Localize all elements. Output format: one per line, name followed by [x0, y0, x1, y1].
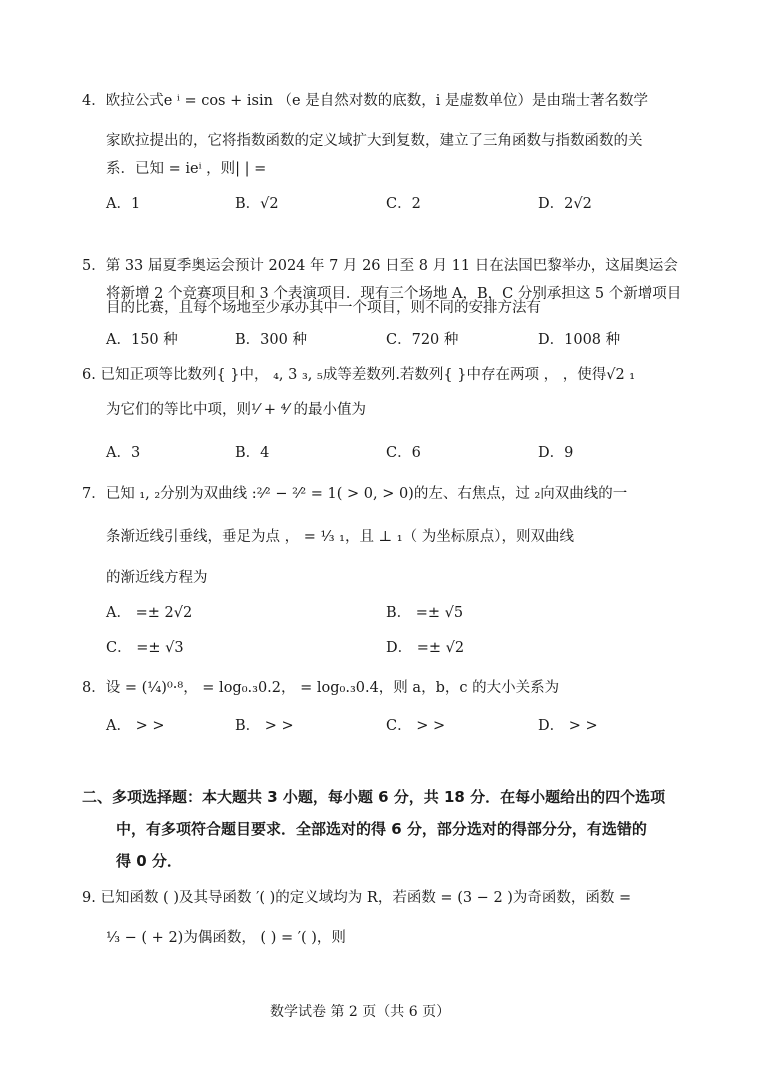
q4-line-2: 家欧拉提出的，它将指数函数的定义域扩大到复数，建立了三角函数与指数函数的关: [106, 133, 643, 149]
q8-line-1: 8．设 = (¹⁄₄)⁰·⁸， = log₀.₃0.2， = log₀.₃0.4，则 a，b，c 的大小关系为: [82, 680, 560, 696]
q8-option-a: A． > >: [106, 718, 165, 734]
q7-option-d: D． =± √2: [386, 640, 465, 656]
q5-option-c: C．720 种: [386, 332, 459, 348]
q9-line-1: 9. 已知函数 ( )及其导函数 ′( )的定义域均为 R，若函数 = (3 − 2 )为奇函数，函数 =: [82, 890, 632, 906]
q9-line-2: ¹⁄₃ − ( + 2)为偶函数， ( ) = ′( )，则: [106, 930, 346, 946]
section2-heading-line-2: 中，有多项符合题目要求．全部选对的得 6 分，部分选对的得部分分，有选错的: [116, 820, 647, 838]
page-footer: 数学试卷 第 2 页（共 6 页）: [270, 1004, 451, 1020]
q7-line-3: 的渐近线方程为: [106, 570, 208, 586]
q6-option-d: D．9: [538, 445, 574, 461]
section2-heading-line-3: 得 0 分．: [116, 852, 182, 870]
q7-option-c: C． =± √3: [106, 640, 184, 656]
q5-line-3: 目的比赛，且每个场地至少承办其中一个项目，则不同的安排方法有: [106, 300, 541, 316]
q4-option-a: A．1: [106, 196, 141, 212]
q8-option-b: B． > >: [235, 718, 294, 734]
q8-option-d: D． > >: [538, 718, 598, 734]
q4-option-b: B．√2: [235, 196, 279, 212]
q5-option-a: A．150 种: [106, 332, 178, 348]
q4-option-d: D．2√2: [538, 196, 592, 212]
q4-line-1: 4．欧拉公式e ⁱ = cos + isin （e 是自然对数的底数，i 是虚数单位）是由瑞士著名数学: [82, 93, 648, 109]
q6-line-1: 6. 已知正项等比数列{ }中， ₄, 3 ₃, ₅成等差数列.若数列{ }中存在两项 ， ，使得√2 ₁: [82, 367, 636, 383]
q5-line-1: 5．第 33 届夏季奥运会预计 2024 年 7 月 26 日至 8 月 11 日在法国巴黎举办，这届奥运会: [82, 258, 678, 274]
q7-option-b: B． =± √5: [386, 605, 464, 621]
q6-option-c: C．6: [386, 445, 421, 461]
q5-option-b: B．300 种: [235, 332, 307, 348]
q7-line-1: 7．已知 ₁, ₂分别为双曲线 :²⁄² − ²⁄² = 1( > 0, > 0)的左、右焦点，过 ₂向双曲线的一: [82, 486, 628, 502]
q5-line-2: 将新增 2 个竞赛项目和 3 个表演项目．现有三个场地 A，B，C 分别承担这 5 个新增项目: [106, 286, 682, 302]
q4-line-3: 系．已知 = ieⁱ ，则| | =: [106, 161, 267, 177]
q8-option-c: C． > >: [386, 718, 446, 734]
q5-option-d: D．1008 种: [538, 332, 621, 348]
q6-option-a: A．3: [106, 445, 141, 461]
q6-line-2: 为它们的等比中项，则¹⁄ + ⁴⁄ 的最小值为: [106, 402, 366, 418]
section2-heading-line-1: 二、多项选择题：本大题共 3 小题，每小题 6 分，共 18 分．在每小题给出的四个选项: [82, 788, 666, 806]
q6-option-b: B．4: [235, 445, 270, 461]
q7-option-a: A． =± 2√2: [106, 605, 193, 621]
q7-line-2: 条渐近线引垂线，垂足为点 ， = ¹⁄₃ ₁，且 ⊥ ₁（ 为坐标原点），则双曲线: [106, 529, 574, 545]
q4-option-c: C．2: [386, 196, 421, 212]
